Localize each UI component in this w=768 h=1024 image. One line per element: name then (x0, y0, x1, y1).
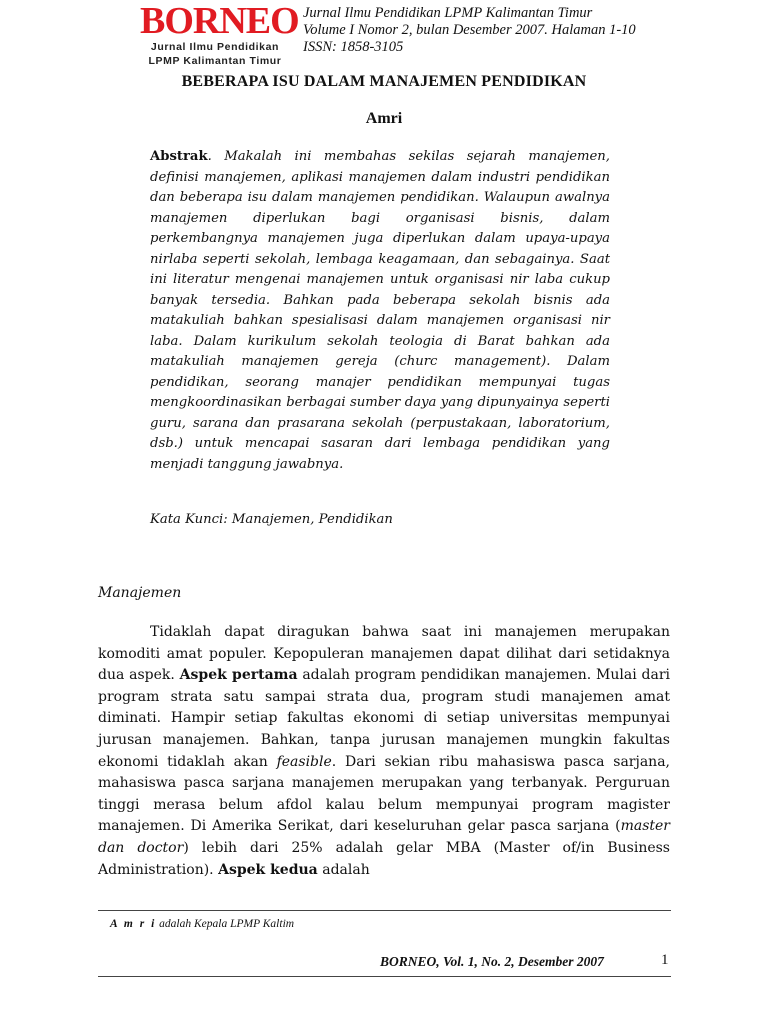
footer-divider (98, 976, 671, 977)
keywords-text: : Manajemen, Pendidikan (223, 512, 393, 527)
body-paragraph (98, 622, 670, 881)
logo-subtitle-1: Jurnal Ilmu Pendidikan (150, 41, 280, 53)
journal-name: Jurnal Ilmu Pendidikan LPMP Kalimantan Timur (303, 5, 593, 21)
journal-volume: Volume I Nomor 2, bulan Desember 2007. Halaman 1-10 (303, 22, 636, 38)
running-footer: BORNEO, Vol. 1, No. 2, Desember 2007 (380, 954, 604, 969)
logo-wordmark: BORNEO (140, 0, 299, 42)
abstract-label: Abstrak (150, 149, 208, 164)
section-heading: Manajemen (98, 585, 182, 601)
paper-title: BEBERAPA ISU DALAM MANAJEMEN PENDIDIKAN (181, 73, 587, 90)
journal-info (303, 5, 636, 56)
body-text-2: adalah program pendidikan manajemen. Mulai dari program strata satu sampai strata dua, program studi manajemen amat diminati. Hampir setiap fakultas ekonomi di setiap universitas mempunyai jurusan manajemen. Bahkan, tanpa jurusan manajemen mungkin fakultas ekonomi tidaklah akan (98, 667, 670, 770)
body-text-4: ) lebih dari 25% adalah gelar MBA (Master of/in Business Administration). (98, 839, 670, 878)
body-text-3: . Dari sekian ribu mahasiswa pasca sarjana, mahasiswa pasca sarjana manajemen merupakan yang terbanyak. Perguruan tinggi merasa belum afdol kalau belum mempunyai program magister manajemen. Di Amerika Serikat, dari keseluruhan gelar pasca sarjana ( (98, 753, 670, 835)
body-text-1: Tidaklah dapat diragukan bahwa saat ini manajemen merupakan komoditi amat populer. Kepopuleran manajemen dapat dilihat dari setidaknya dua aspek. (98, 624, 670, 684)
journal-logo (140, 0, 299, 68)
journal-issn: ISSN: 1858-3105 (303, 39, 404, 55)
body-italic-1: feasible (276, 753, 332, 770)
footnote-author: A m r i (110, 918, 157, 930)
abstract (150, 147, 610, 475)
body-bold-1: Aspek pertama (179, 667, 298, 684)
body-bold-2: Aspek kedua (218, 861, 318, 878)
logo-subtitle-2: LPMP Kalimantan Timur (148, 55, 282, 67)
keywords-label: Kata Kunci (150, 512, 224, 527)
footnote-text: adalah Kepala LPMP Kaltim (156, 918, 295, 930)
body-text-5: adalah (317, 861, 370, 878)
abstract-text: . Makalah ini membahas sekilas sejarah manajemen, definisi manajemen, aplikasi manajemen dalam industri pendidikan dan beberapa isu dalam manajemen pendidikan. Walaupun awalnya manajemen diperlukan bagi organisasi bisnis, dalam perkembangnya manajemen juga diperlukan dalam upaya-upaya nirlaba seperti sekolah, lembaga keagamaan, dan sebagainya. Saat ini literatur mengenai manajemen untuk organisasi nir laba cukup banyak tersedia. Bahkan pada beberapa sekolah bisnis ada matakuliah bahkan spesialisasi dalam manajemen organisasi nir laba. Dalam kurikulum sekolah teologia di Barat bahkan ada matakuliah manajemen gereja (churc management). Dalam pendidikan, seorang manajer pendidikan mempunyai tugas mengkoordinasikan berbagai sumber daya yang dipunyainya seperti guru, sarana dan prasarana sekolah (perpustakaan, laboratorium, dsb.) untuk mencapai sasaran dari lembaga pendidikan yang menjadi tanggung jawabnya. (150, 149, 610, 472)
footnote-divider (98, 910, 671, 911)
body-italic-2: master dan doctor (98, 818, 670, 856)
keywords (150, 512, 610, 527)
paper-author: Amri (365, 110, 403, 127)
footnote (110, 918, 294, 930)
page-number: 1 (661, 952, 669, 968)
